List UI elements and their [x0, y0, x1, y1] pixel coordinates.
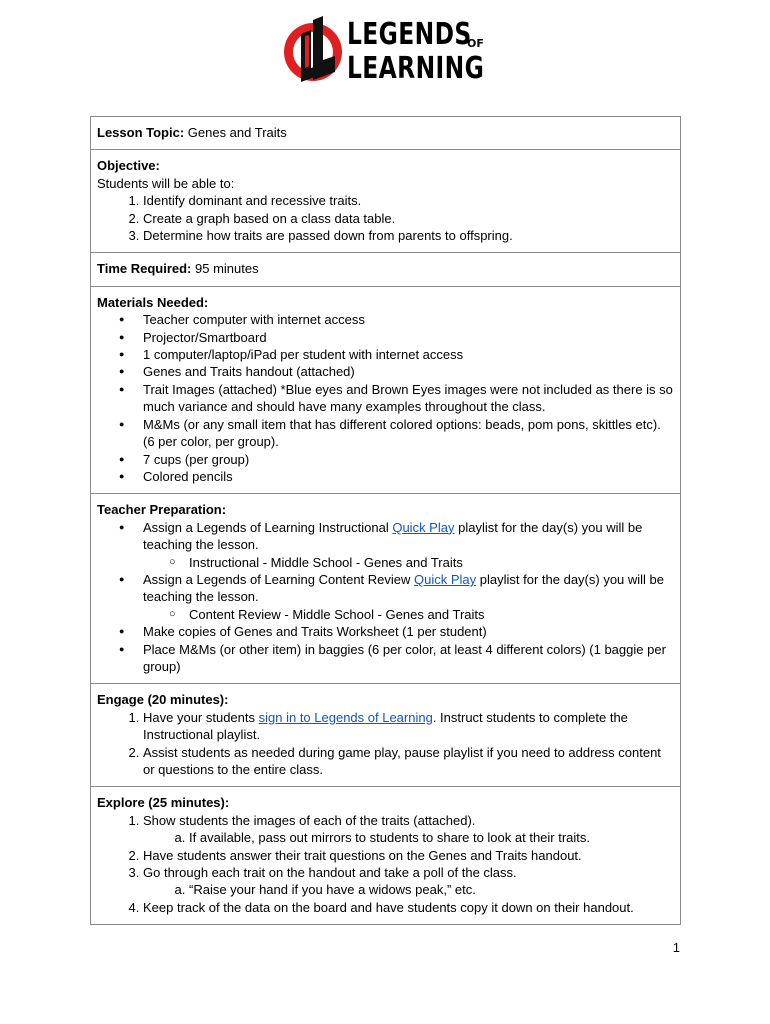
quick-play-link-content-review[interactable]: Quick Play: [414, 571, 477, 587]
teacher-prep-item-text: playlist for the day(s) you will be teaching the lesson.: [143, 519, 643, 553]
teacher-prep-item: ● Place M&Ms (or other item) in baggies (6 per color, at least 4 different colors) (1 baggie per group): [143, 641, 674, 676]
row-lesson-topic: [91, 117, 681, 150]
explore-list: [97, 812, 674, 916]
teacher-prep-subitem: ○ Content Review - Middle School - Genes and Traits: [189, 606, 674, 623]
teacher-prep-subitem: ○ Instructional - Middle School - Genes and Traits: [189, 554, 674, 571]
explore-item-text: Show students the images of each of the traits (attached).: [143, 812, 476, 828]
explore-subitem: a. “Raise your hand if you have a widows peak,” etc.: [189, 881, 674, 898]
teacher-prep-sublist: [143, 554, 674, 571]
explore-label: Explore (25 minutes):: [97, 795, 230, 811]
objective-item: 1. Identify dominant and recessive traits.: [143, 192, 674, 209]
explore-item: 2. Have students answer their trait questions on the Genes and Traits handout.: [143, 847, 674, 864]
materials-list: [97, 311, 674, 485]
engage-item: 2. Assist students as needed during game play, pause playlist if you need to address content or questions to the entire class.: [143, 744, 674, 779]
page-number: 1: [672, 940, 680, 955]
row-materials: [91, 286, 681, 493]
legends-of-learning-logo: [283, 8, 493, 86]
materials-item: ● Genes and Traits handout (attached): [143, 363, 674, 380]
objective-label: Objective:: [97, 158, 160, 174]
teacher-prep-list: [97, 519, 674, 676]
logo-word-of: OF: [467, 37, 484, 50]
explore-item: [143, 864, 674, 899]
teacher-prep-item: [143, 571, 674, 623]
materials-item: ● Teacher computer with internet access: [143, 311, 674, 328]
objective-intro: Students will be able to:: [97, 175, 235, 191]
sign-in-link[interactable]: sign in to Legends of Learning: [258, 709, 433, 725]
materials-item: ● M&Ms (or any small item that has different colored options: beads, pom pons, skittles etc). (6 per color, per group).: [143, 416, 674, 451]
lesson-topic-value: Genes and Traits: [184, 125, 287, 140]
explore-sublist: [143, 881, 674, 898]
row-time-required: [91, 253, 681, 286]
engage-label: Engage (20 minutes):: [97, 692, 229, 708]
row-engage: [91, 684, 681, 787]
logo-emblem-icon: [283, 16, 345, 84]
lesson-plan-table: [90, 116, 681, 925]
engage-list: [97, 709, 674, 779]
explore-sublist: [143, 829, 674, 846]
teacher-prep-item: ● Make copies of Genes and Traits Worksheet (1 per student): [143, 623, 674, 640]
teacher-prep-item: [143, 519, 674, 571]
logo-word-learning: LEARNING: [347, 51, 485, 86]
materials-label: Materials Needed:: [97, 294, 209, 310]
logo-word-legends: LEGENDS: [347, 17, 472, 52]
engage-item-text: Have your students: [143, 709, 259, 725]
objective-item: 2. Create a graph based on a class data table.: [143, 210, 674, 227]
row-objective: [91, 150, 681, 253]
materials-item: ● Projector/Smartboard: [143, 329, 674, 346]
materials-item: ● 7 cups (per group): [143, 451, 674, 468]
explore-item-text: Go through each trait on the handout and take a poll of the class.: [143, 865, 517, 881]
explore-item: 4. Keep track of the data on the board and have students copy it down on their handout.: [143, 899, 674, 916]
objective-list: [97, 192, 674, 244]
materials-item: ● 1 computer/laptop/iPad per student with internet access: [143, 346, 674, 363]
explore-item: [143, 812, 674, 847]
time-required-label: Time Required:: [97, 261, 192, 277]
objective-item: 3. Determine how traits are passed down from parents to offspring.: [143, 227, 674, 244]
row-explore: [91, 787, 681, 925]
teacher-prep-item-text: Assign a Legends of Learning Content Review: [143, 571, 415, 587]
engage-item-text: . Instruct students to complete the Instructional playlist.: [143, 709, 628, 743]
explore-subitem: a. If available, pass out mirrors to students to share to look at their traits.: [189, 829, 674, 846]
teacher-prep-label: Teacher Preparation:: [97, 502, 227, 518]
time-required-value: 95 minutes: [191, 261, 259, 277]
engage-item: [143, 709, 674, 744]
row-teacher-preparation: [91, 494, 681, 684]
teacher-prep-item-text: Assign a Legends of Learning Instructional: [143, 519, 393, 535]
materials-item: ● Colored pencils: [143, 468, 674, 485]
teacher-prep-item-text: playlist for the day(s) you will be teaching the lesson.: [143, 571, 665, 605]
materials-item: ● Trait Images (attached) *Blue eyes and Brown Eyes images were not included as there is so much variance and should have many examples throughout the class.: [143, 381, 674, 416]
lesson-topic-label: Lesson Topic:: [97, 125, 185, 140]
teacher-prep-sublist: [143, 606, 674, 623]
quick-play-link-instructional[interactable]: Quick Play: [392, 519, 455, 535]
